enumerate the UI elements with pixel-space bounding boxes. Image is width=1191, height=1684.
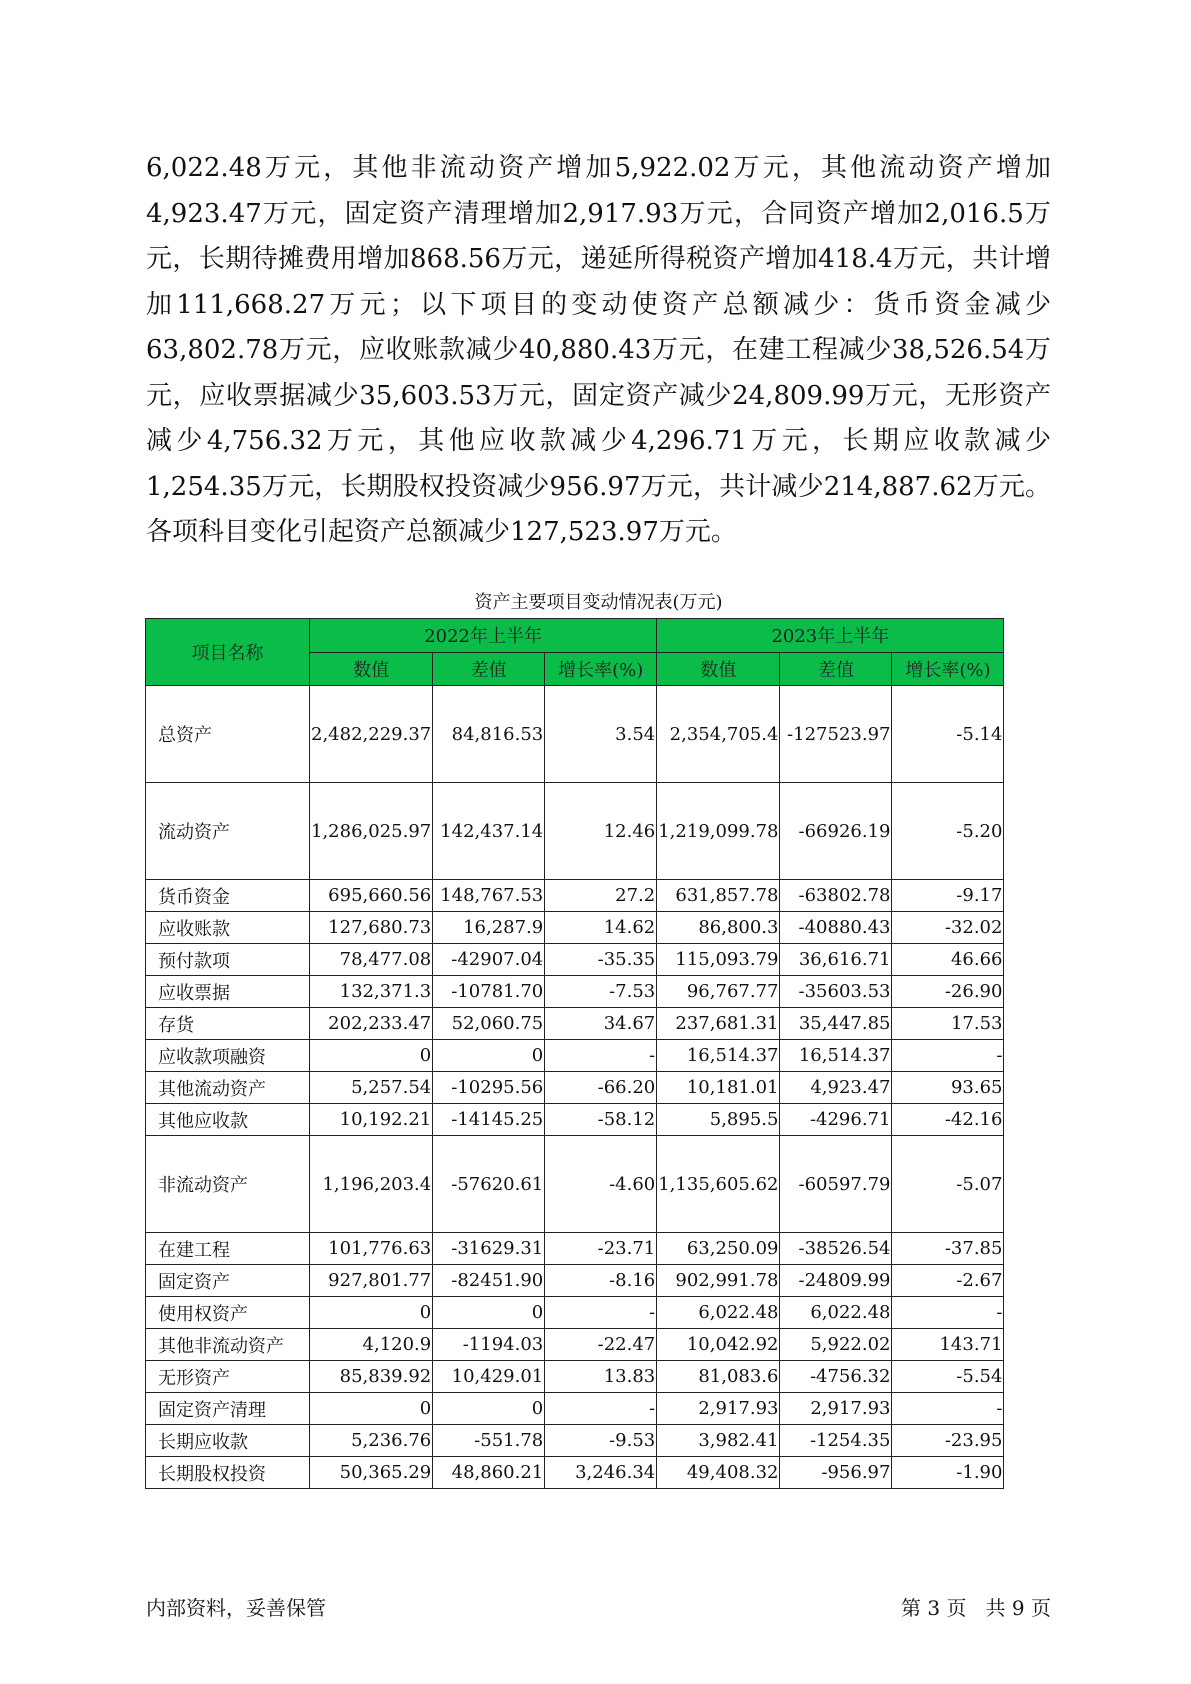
cell-growth-2022: 27.2 xyxy=(545,880,657,912)
cell-growth-2023: 46.66 xyxy=(892,944,1004,976)
table-row xyxy=(146,1265,1004,1297)
cell-value-2023: 10,181.01 xyxy=(657,1072,780,1104)
cell-growth-2022: 14.62 xyxy=(545,912,657,944)
cell-growth-2023: -42.16 xyxy=(892,1104,1004,1136)
cell-value-2023: 2,354,705.4 xyxy=(657,686,780,783)
cell-value-2023: 631,857.78 xyxy=(657,880,780,912)
cell-value-2023: 86,800.3 xyxy=(657,912,780,944)
cell-growth-2022: - xyxy=(545,1040,657,1072)
cell-growth-2022: 3,246.34 xyxy=(545,1457,657,1489)
cell-diff-2022: 0 xyxy=(433,1297,545,1329)
cell-growth-2023: -26.90 xyxy=(892,976,1004,1008)
table-row xyxy=(146,976,1004,1008)
row-name: 其他非流动资产 xyxy=(146,1329,310,1361)
cell-value-2022: 127,680.73 xyxy=(310,912,433,944)
row-name: 在建工程 xyxy=(146,1233,310,1265)
cell-diff-2023: 5,922.02 xyxy=(780,1329,892,1361)
table-row xyxy=(146,1040,1004,1072)
cell-diff-2023: 36,616.71 xyxy=(780,944,892,976)
row-name: 货币资金 xyxy=(146,880,310,912)
cell-growth-2022: -66.20 xyxy=(545,1072,657,1104)
cell-value-2023: 6,022.48 xyxy=(657,1297,780,1329)
row-name: 预付款项 xyxy=(146,944,310,976)
cell-growth-2022: 13.83 xyxy=(545,1361,657,1393)
cell-growth-2022: 34.67 xyxy=(545,1008,657,1040)
cell-growth-2022: - xyxy=(545,1393,657,1425)
header-value-2023: 数值 xyxy=(657,652,780,686)
cell-value-2023: 81,083.6 xyxy=(657,1361,780,1393)
cell-diff-2023: 6,022.48 xyxy=(780,1297,892,1329)
table-row xyxy=(146,1329,1004,1361)
cell-growth-2022: -22.47 xyxy=(545,1329,657,1361)
cell-diff-2022: 0 xyxy=(433,1040,545,1072)
table-row xyxy=(146,1104,1004,1136)
cell-value-2022: 1,196,203.4 xyxy=(310,1136,433,1233)
cell-value-2023: 49,408.32 xyxy=(657,1457,780,1489)
cell-growth-2022: -9.53 xyxy=(545,1425,657,1457)
cell-diff-2022: -42907.04 xyxy=(433,944,545,976)
cell-value-2022: 5,257.54 xyxy=(310,1072,433,1104)
cell-diff-2022: 142,437.14 xyxy=(433,783,545,880)
cell-value-2022: 5,236.76 xyxy=(310,1425,433,1457)
footer-confidential-note: 内部资料，妥善保管 xyxy=(146,1596,326,1620)
cell-growth-2022: -8.16 xyxy=(545,1265,657,1297)
row-name: 其他应收款 xyxy=(146,1104,310,1136)
cell-diff-2023: 4,923.47 xyxy=(780,1072,892,1104)
cell-value-2023: 5,895.5 xyxy=(657,1104,780,1136)
cell-value-2023: 1,219,099.78 xyxy=(657,783,780,880)
body-paragraph: 6,022.48万元，其他非流动资产增加5,922.02万元，其他流动资产增加4,923.47万元，固定资产清理增加2,917.93万元，合同资产增加2,016.5万元，长期待摊费用增加868.56万元，递延所得税资产增加418.4万元，共计增加111,668.27万元；以下项目的变动使资产总额减少：货币资金减少63,802.78万元，应收账款减少40,880.43万元，在建工程减少38,526.54万元，应收票据减少35,603.53万元，固定资产减少24,809.99万元，无形资产减少4,756.32万元，其他应收款减少4,296.71万元，长期应收款减少1,254.35万元，长期股权投资减少956.97万元，共计减少214,887.62万元。各项科目变化引起资产总额减少127,523.97万元。 xyxy=(146,153,1051,547)
cell-diff-2023: 2,917.93 xyxy=(780,1393,892,1425)
cell-value-2023: 10,042.92 xyxy=(657,1329,780,1361)
header-growth-2022: 增长率(%) xyxy=(545,652,657,686)
table-row xyxy=(146,880,1004,912)
cell-diff-2022: 16,287.9 xyxy=(433,912,545,944)
cell-growth-2022: 12.46 xyxy=(545,783,657,880)
row-name: 应收账款 xyxy=(146,912,310,944)
cell-value-2023: 1,135,605.62 xyxy=(657,1136,780,1233)
cell-value-2022: 50,365.29 xyxy=(310,1457,433,1489)
cell-diff-2022: 52,060.75 xyxy=(433,1008,545,1040)
table-row xyxy=(146,1008,1004,1040)
cell-diff-2022: 84,816.53 xyxy=(433,686,545,783)
table-row xyxy=(146,1361,1004,1393)
cell-growth-2023: 17.53 xyxy=(892,1008,1004,1040)
cell-growth-2022: -35.35 xyxy=(545,944,657,976)
footer-page-number: 第 3 页 共 9 页 xyxy=(901,1596,1051,1620)
table-row xyxy=(146,1233,1004,1265)
cell-value-2022: 4,120.9 xyxy=(310,1329,433,1361)
cell-growth-2022: -7.53 xyxy=(545,976,657,1008)
asset-change-table xyxy=(145,618,1004,1489)
cell-diff-2023: -956.97 xyxy=(780,1457,892,1489)
cell-diff-2023: -38526.54 xyxy=(780,1233,892,1265)
cell-value-2022: 0 xyxy=(310,1297,433,1329)
cell-value-2022: 927,801.77 xyxy=(310,1265,433,1297)
cell-diff-2023: -127523.97 xyxy=(780,686,892,783)
cell-growth-2022: -23.71 xyxy=(545,1233,657,1265)
cell-diff-2023: -66926.19 xyxy=(780,783,892,880)
cell-diff-2022: 10,429.01 xyxy=(433,1361,545,1393)
row-name: 使用权资产 xyxy=(146,1297,310,1329)
cell-value-2023: 902,991.78 xyxy=(657,1265,780,1297)
cell-diff-2022: -10295.56 xyxy=(433,1072,545,1104)
cell-diff-2023: -4296.71 xyxy=(780,1104,892,1136)
cell-value-2022: 101,776.63 xyxy=(310,1233,433,1265)
row-name: 无形资产 xyxy=(146,1361,310,1393)
table-row xyxy=(146,1072,1004,1104)
cell-value-2023: 3,982.41 xyxy=(657,1425,780,1457)
cell-growth-2023: - xyxy=(892,1040,1004,1072)
cell-diff-2022: 148,767.53 xyxy=(433,880,545,912)
row-name: 流动资产 xyxy=(146,783,310,880)
cell-growth-2023: -2.67 xyxy=(892,1265,1004,1297)
cell-value-2022: 0 xyxy=(310,1393,433,1425)
cell-growth-2023: -5.54 xyxy=(892,1361,1004,1393)
table-row xyxy=(146,912,1004,944)
cell-diff-2023: -4756.32 xyxy=(780,1361,892,1393)
cell-growth-2023: -5.14 xyxy=(892,686,1004,783)
cell-value-2023: 96,767.77 xyxy=(657,976,780,1008)
table-row xyxy=(146,944,1004,976)
cell-value-2023: 115,093.79 xyxy=(657,944,780,976)
row-name: 存货 xyxy=(146,1008,310,1040)
table-row xyxy=(146,686,1004,783)
cell-value-2023: 16,514.37 xyxy=(657,1040,780,1072)
row-name: 总资产 xyxy=(146,686,310,783)
cell-growth-2023: 143.71 xyxy=(892,1329,1004,1361)
cell-diff-2023: -60597.79 xyxy=(780,1136,892,1233)
cell-value-2022: 0 xyxy=(310,1040,433,1072)
header-diff-2023: 差值 xyxy=(780,652,892,686)
header-period-2023: 2023年上半年 xyxy=(657,619,1004,653)
table-row xyxy=(146,1297,1004,1329)
cell-diff-2023: -24809.99 xyxy=(780,1265,892,1297)
cell-growth-2022: - xyxy=(545,1297,657,1329)
cell-value-2022: 695,660.56 xyxy=(310,880,433,912)
cell-value-2023: 2,917.93 xyxy=(657,1393,780,1425)
cell-diff-2022: -10781.70 xyxy=(433,976,545,1008)
cell-value-2022: 85,839.92 xyxy=(310,1361,433,1393)
cell-diff-2022: 48,860.21 xyxy=(433,1457,545,1489)
cell-growth-2023: -9.17 xyxy=(892,880,1004,912)
cell-diff-2022: -31629.31 xyxy=(433,1233,545,1265)
cell-value-2023: 63,250.09 xyxy=(657,1233,780,1265)
header-diff-2022: 差值 xyxy=(433,652,545,686)
cell-growth-2023: - xyxy=(892,1297,1004,1329)
cell-diff-2022: -1194.03 xyxy=(433,1329,545,1361)
cell-growth-2023: -23.95 xyxy=(892,1425,1004,1457)
row-name: 固定资产清理 xyxy=(146,1393,310,1425)
table-row xyxy=(146,1457,1004,1489)
cell-value-2022: 10,192.21 xyxy=(310,1104,433,1136)
header-item-name: 项目名称 xyxy=(146,619,310,686)
cell-diff-2023: 35,447.85 xyxy=(780,1008,892,1040)
cell-diff-2023: -35603.53 xyxy=(780,976,892,1008)
cell-growth-2023: -5.20 xyxy=(892,783,1004,880)
cell-diff-2022: -82451.90 xyxy=(433,1265,545,1297)
row-name: 其他流动资产 xyxy=(146,1072,310,1104)
row-name: 固定资产 xyxy=(146,1265,310,1297)
cell-growth-2022: 3.54 xyxy=(545,686,657,783)
row-name: 应收票据 xyxy=(146,976,310,1008)
table-row xyxy=(146,1136,1004,1233)
cell-growth-2023: -32.02 xyxy=(892,912,1004,944)
row-name: 长期应收款 xyxy=(146,1425,310,1457)
cell-diff-2023: -40880.43 xyxy=(780,912,892,944)
row-name: 应收款项融资 xyxy=(146,1040,310,1072)
cell-growth-2023: - xyxy=(892,1393,1004,1425)
cell-value-2022: 1,286,025.97 xyxy=(310,783,433,880)
cell-value-2023: 237,681.31 xyxy=(657,1008,780,1040)
cell-growth-2023: -5.07 xyxy=(892,1136,1004,1233)
cell-value-2022: 78,477.08 xyxy=(310,944,433,976)
table-caption: 资产主要项目变动情况表(万元) xyxy=(474,592,723,613)
table-row xyxy=(146,1425,1004,1457)
cell-diff-2022: -551.78 xyxy=(433,1425,545,1457)
cell-value-2022: 132,371.3 xyxy=(310,976,433,1008)
cell-value-2022: 2,482,229.37 xyxy=(310,686,433,783)
header-period-2022: 2022年上半年 xyxy=(310,619,657,653)
cell-diff-2022: -57620.61 xyxy=(433,1136,545,1233)
cell-growth-2022: -58.12 xyxy=(545,1104,657,1136)
row-name: 非流动资产 xyxy=(146,1136,310,1233)
cell-growth-2023: -1.90 xyxy=(892,1457,1004,1489)
cell-diff-2022: -14145.25 xyxy=(433,1104,545,1136)
cell-diff-2022: 0 xyxy=(433,1393,545,1425)
cell-diff-2023: -1254.35 xyxy=(780,1425,892,1457)
cell-diff-2023: -63802.78 xyxy=(780,880,892,912)
cell-growth-2022: -4.60 xyxy=(545,1136,657,1233)
cell-value-2022: 202,233.47 xyxy=(310,1008,433,1040)
cell-growth-2023: 93.65 xyxy=(892,1072,1004,1104)
row-name: 长期股权投资 xyxy=(146,1457,310,1489)
header-value-2022: 数值 xyxy=(310,652,433,686)
table-row xyxy=(146,783,1004,880)
table-row xyxy=(146,1393,1004,1425)
cell-diff-2023: 16,514.37 xyxy=(780,1040,892,1072)
header-growth-2023: 增长率(%) xyxy=(892,652,1004,686)
cell-growth-2023: -37.85 xyxy=(892,1233,1004,1265)
